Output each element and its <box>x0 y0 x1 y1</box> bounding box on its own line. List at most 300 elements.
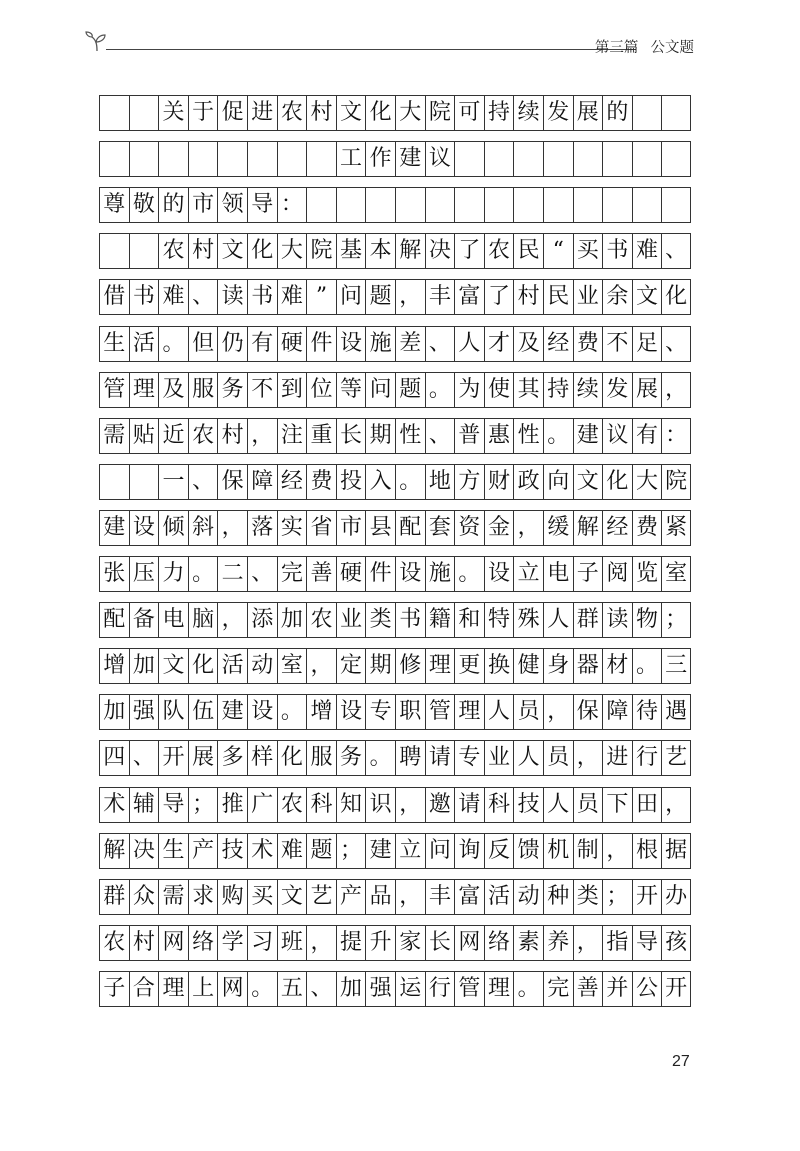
grid-row <box>99 464 691 500</box>
grid-cell: 辅 <box>129 787 159 823</box>
grid-cell: 学 <box>217 925 247 961</box>
grid-cell: ， <box>573 740 603 776</box>
grid-cell: 遇 <box>661 694 691 730</box>
grid-cell: 品 <box>365 879 395 915</box>
grid-cell: 产 <box>336 879 366 915</box>
grid-cell: 建 <box>395 141 425 177</box>
grid-cell: 农 <box>277 95 307 131</box>
grid-cell: 加 <box>336 971 366 1007</box>
grid-cell <box>306 141 336 177</box>
grid-cell: 展 <box>573 95 603 131</box>
grid-row <box>99 418 691 454</box>
grid-cell: 大 <box>277 233 307 269</box>
grid-cell: 化 <box>247 233 277 269</box>
grid-row <box>99 141 691 177</box>
grid-cell: 议 <box>602 418 632 454</box>
grid-cell: 性 <box>513 418 543 454</box>
chapter-label: 公文题 <box>650 40 694 56</box>
grid-cell <box>129 141 159 177</box>
grid-cell: 馈 <box>513 833 543 869</box>
grid-cell: 紧 <box>661 510 691 546</box>
grid-cell: 的 <box>158 187 188 223</box>
grid-cell: 立 <box>395 833 425 869</box>
grid-cell: 长 <box>336 418 366 454</box>
grid-cell: 网 <box>217 971 247 1007</box>
grid-cell: 村 <box>129 925 159 961</box>
grid-cell: 贴 <box>129 418 159 454</box>
grid-cell: 待 <box>632 694 662 730</box>
grid-cell: 公 <box>632 971 662 1007</box>
grid-cell: 人 <box>543 602 573 638</box>
grid-cell: 缓 <box>543 510 573 546</box>
grid-cell: 注 <box>277 418 307 454</box>
grid-cell: 业 <box>336 602 366 638</box>
grid-cell: 提 <box>336 925 366 961</box>
grid-cell <box>543 141 573 177</box>
grid-cell: 等 <box>336 372 366 408</box>
grid-cell: 材 <box>602 648 632 684</box>
grid-cell: 产 <box>188 833 218 869</box>
grid-cell: 求 <box>188 879 218 915</box>
page-number: 27 <box>672 1053 690 1070</box>
grid-cell <box>543 187 573 223</box>
grid-cell: 理 <box>425 648 455 684</box>
grid-cell: ； <box>661 602 691 638</box>
grid-row <box>99 879 691 915</box>
grid-cell: 完 <box>543 971 573 1007</box>
grid-cell: 队 <box>158 694 188 730</box>
grid-cell: 向 <box>543 464 573 500</box>
grid-cell <box>573 141 603 177</box>
grid-cell: ， <box>573 925 603 961</box>
grid-cell: 推 <box>217 787 247 823</box>
grid-cell: 建 <box>573 418 603 454</box>
grid-cell: 化 <box>602 464 632 500</box>
grid-cell: 艺 <box>306 879 336 915</box>
grid-cell: 但 <box>188 326 218 362</box>
grid-cell: 管 <box>454 971 484 1007</box>
grid-cell: 文 <box>277 879 307 915</box>
grid-cell <box>129 464 159 500</box>
grid-cell: 询 <box>454 833 484 869</box>
grid-cell: 持 <box>484 95 514 131</box>
grid-cell: 科 <box>484 787 514 823</box>
grid-cell: 位 <box>306 372 336 408</box>
grid-cell: 。 <box>365 740 395 776</box>
grid-cell: 化 <box>188 648 218 684</box>
grid-cell: 请 <box>425 740 455 776</box>
grid-cell: 题 <box>306 833 336 869</box>
grid-cell: 期 <box>365 418 395 454</box>
grid-cell: 经 <box>277 464 307 500</box>
grid-cell: 展 <box>188 740 218 776</box>
grid-cell: 备 <box>129 602 159 638</box>
grid-cell: 不 <box>602 326 632 362</box>
grid-cell: 立 <box>513 556 543 592</box>
grid-cell: 机 <box>543 833 573 869</box>
grid-cell: 书 <box>247 279 277 315</box>
grid-cell: 金 <box>484 510 514 546</box>
grid-cell: 差 <box>395 326 425 362</box>
grid-cell: 决 <box>129 833 159 869</box>
grid-row <box>99 187 691 223</box>
grid-cell: ， <box>661 787 691 823</box>
grid-cell: 子 <box>99 971 129 1007</box>
grid-cell <box>99 141 129 177</box>
grid-cell: 群 <box>573 602 603 638</box>
grid-cell: 动 <box>513 879 543 915</box>
grid-cell: 科 <box>306 787 336 823</box>
grid-cell: 政 <box>513 464 543 500</box>
grid-row <box>99 95 691 131</box>
grid-cell: 敬 <box>129 187 159 223</box>
grid-cell: 保 <box>573 694 603 730</box>
grid-cell: 领 <box>217 187 247 223</box>
grid-cell: 了 <box>484 279 514 315</box>
grid-cell: 解 <box>395 233 425 269</box>
grid-cell: 仍 <box>217 326 247 362</box>
grid-cell: 设 <box>395 556 425 592</box>
grid-cell: 及 <box>513 326 543 362</box>
grid-cell: 力 <box>158 556 188 592</box>
grid-cell: 买 <box>573 233 603 269</box>
grid-cell <box>129 95 159 131</box>
grid-row <box>99 694 691 730</box>
grid-cell: 大 <box>395 95 425 131</box>
grid-cell: 活 <box>217 648 247 684</box>
grid-cell: 业 <box>573 279 603 315</box>
grid-cell: 二 <box>217 556 247 592</box>
grid-cell: 理 <box>158 971 188 1007</box>
grid-cell: ， <box>247 418 277 454</box>
grid-cell: 殊 <box>513 602 543 638</box>
grid-row <box>99 787 691 823</box>
grid-cell: 难 <box>158 279 188 315</box>
grid-cell: 技 <box>217 833 247 869</box>
grid-cell: 化 <box>277 740 307 776</box>
grid-cell: 余 <box>602 279 632 315</box>
grid-cell: 件 <box>365 556 395 592</box>
grid-cell <box>602 187 632 223</box>
grid-row <box>99 648 691 684</box>
grid-cell: 子 <box>573 556 603 592</box>
grid-cell: 市 <box>336 510 366 546</box>
grid-cell: 书 <box>395 602 425 638</box>
grid-cell: 村 <box>217 418 247 454</box>
grid-cell: 化 <box>365 95 395 131</box>
grid-cell: ， <box>513 510 543 546</box>
grid-row <box>99 925 691 961</box>
grid-cell: 、 <box>188 464 218 500</box>
grid-cell: 障 <box>602 694 632 730</box>
grid-cell: 业 <box>484 740 514 776</box>
grid-cell: 财 <box>484 464 514 500</box>
grid-cell: 、 <box>425 418 455 454</box>
grid-cell: 增 <box>306 694 336 730</box>
grid-cell: 持 <box>543 372 573 408</box>
grid-cell: ， <box>217 602 247 638</box>
grid-cell: 压 <box>129 556 159 592</box>
grid-cell: 络 <box>484 925 514 961</box>
grid-cell: 富 <box>454 879 484 915</box>
grid-cell: 开 <box>661 971 691 1007</box>
grid-cell: 入 <box>365 464 395 500</box>
grid-cell: 。 <box>543 418 573 454</box>
grid-cell: 运 <box>395 971 425 1007</box>
grid-cell: 。 <box>188 556 218 592</box>
grid-cell <box>661 141 691 177</box>
grid-cell: ； <box>336 833 366 869</box>
grid-cell: 普 <box>454 418 484 454</box>
grid-cell: 。 <box>395 464 425 500</box>
grid-cell: 足 <box>632 326 662 362</box>
grid-cell: 丰 <box>425 279 455 315</box>
grid-cell: 孩 <box>661 925 691 961</box>
grid-cell: 请 <box>454 787 484 823</box>
grid-cell: 管 <box>425 694 455 730</box>
grid-cell: 性 <box>395 418 425 454</box>
grid-cell: 关 <box>158 95 188 131</box>
grid-cell: 丰 <box>425 879 455 915</box>
grid-cell: 导 <box>632 925 662 961</box>
grid-cell: 理 <box>484 971 514 1007</box>
grid-cell: 下 <box>602 787 632 823</box>
grid-cell: 进 <box>602 740 632 776</box>
grid-cell: 施 <box>425 556 455 592</box>
grid-cell: 室 <box>661 556 691 592</box>
grid-cell: 职 <box>395 694 425 730</box>
grid-cell: ： <box>277 187 307 223</box>
grid-cell: 设 <box>247 694 277 730</box>
grid-cell: 难 <box>277 833 307 869</box>
grid-cell: ； <box>602 879 632 915</box>
grid-cell: 省 <box>306 510 336 546</box>
grid-cell: ， <box>543 694 573 730</box>
grid-cell: 特 <box>484 602 514 638</box>
grid-cell: 加 <box>99 694 129 730</box>
grid-cell: 电 <box>158 602 188 638</box>
grid-cell: 农 <box>188 418 218 454</box>
grid-cell: 需 <box>99 418 129 454</box>
grid-cell <box>188 141 218 177</box>
grid-cell: 硬 <box>277 326 307 362</box>
grid-cell: 活 <box>484 879 514 915</box>
grid-cell: 开 <box>632 879 662 915</box>
grid-cell: 问 <box>365 372 395 408</box>
grid-cell: 务 <box>217 372 247 408</box>
grid-cell: 购 <box>217 879 247 915</box>
grid-cell: 倾 <box>158 510 188 546</box>
grid-cell: 本 <box>365 233 395 269</box>
grid-cell: 升 <box>365 925 395 961</box>
grid-cell: 件 <box>306 326 336 362</box>
grid-cell: 近 <box>158 418 188 454</box>
grid-row <box>99 556 691 592</box>
grid-row <box>99 510 691 546</box>
grid-cell: 伍 <box>188 694 218 730</box>
grid-cell: 习 <box>247 925 277 961</box>
grid-cell: 服 <box>188 372 218 408</box>
grid-cell: 据 <box>661 833 691 869</box>
grid-cell: 、 <box>247 556 277 592</box>
grid-cell: 村 <box>513 279 543 315</box>
grid-cell: 落 <box>247 510 277 546</box>
grid-cell: 络 <box>188 925 218 961</box>
grid-cell: 有 <box>247 326 277 362</box>
grid-cell: 管 <box>99 372 129 408</box>
grid-cell: 作 <box>365 141 395 177</box>
grid-cell: 。 <box>277 694 307 730</box>
grid-cell <box>602 141 632 177</box>
grid-cell: 制 <box>573 833 603 869</box>
grid-cell: 发 <box>602 372 632 408</box>
grid-cell: 院 <box>425 95 455 131</box>
grid-cell: 斜 <box>188 510 218 546</box>
grid-cell: 定 <box>336 648 366 684</box>
grid-row <box>99 971 691 1007</box>
grid-cell: 的 <box>602 95 632 131</box>
grid-cell: 了 <box>454 233 484 269</box>
grid-cell: 院 <box>661 464 691 500</box>
grid-row <box>99 279 691 315</box>
grid-cell: 聘 <box>395 740 425 776</box>
grid-cell: 施 <box>365 326 395 362</box>
grid-cell: 建 <box>99 510 129 546</box>
grid-cell: 问 <box>336 279 366 315</box>
grid-cell: ， <box>306 648 336 684</box>
grid-cell: 器 <box>573 648 603 684</box>
grid-cell: 、 <box>425 326 455 362</box>
grid-cell: 家 <box>395 925 425 961</box>
grid-cell: 添 <box>247 602 277 638</box>
grid-cell: 惠 <box>484 418 514 454</box>
grid-row <box>99 740 691 776</box>
grid-cell: 文 <box>632 279 662 315</box>
grid-cell: 保 <box>217 464 247 500</box>
grid-cell: 展 <box>632 372 662 408</box>
grid-cell: 人 <box>454 326 484 362</box>
grid-cell <box>425 187 455 223</box>
grid-cell: 生 <box>158 833 188 869</box>
grid-cell: 换 <box>484 648 514 684</box>
grid-cell: 化 <box>661 279 691 315</box>
grid-cell: 工 <box>336 141 366 177</box>
grid-cell: 服 <box>306 740 336 776</box>
grid-cell: 农 <box>99 925 129 961</box>
grid-cell: 加 <box>129 648 159 684</box>
grid-cell: 文 <box>217 233 247 269</box>
grid-cell <box>158 141 188 177</box>
grid-cell: 合 <box>129 971 159 1007</box>
grid-cell: 阅 <box>602 556 632 592</box>
grid-cell: 文 <box>158 648 188 684</box>
grid-cell: 进 <box>247 95 277 131</box>
grid-cell: 类 <box>365 602 395 638</box>
grid-cell: 四 <box>99 740 129 776</box>
grid-cell: 期 <box>365 648 395 684</box>
grid-cell: 识 <box>365 787 395 823</box>
grid-cell: 题 <box>365 279 395 315</box>
grid-cell: 行 <box>425 971 455 1007</box>
grid-cell <box>632 187 662 223</box>
grid-cell: 三 <box>661 648 691 684</box>
grid-cell: 买 <box>247 879 277 915</box>
grid-cell: ， <box>395 879 425 915</box>
grid-cell: 资 <box>454 510 484 546</box>
grid-cell: 网 <box>158 925 188 961</box>
grid-cell: 文 <box>336 95 366 131</box>
grid-cell: 专 <box>365 694 395 730</box>
grid-cell: 实 <box>277 510 307 546</box>
grid-cell <box>99 233 129 269</box>
grid-cell: 强 <box>129 694 159 730</box>
grid-cell: 养 <box>543 925 573 961</box>
grid-cell: 开 <box>158 740 188 776</box>
grid-cell: 设 <box>129 510 159 546</box>
grid-cell: 。 <box>247 971 277 1007</box>
grid-cell: 投 <box>336 464 366 500</box>
grid-cell: ： <box>661 418 691 454</box>
manuscript-grid <box>99 0 691 1151</box>
grid-cell: 身 <box>543 648 573 684</box>
grid-cell: 一 <box>158 464 188 500</box>
grid-cell: 完 <box>277 556 307 592</box>
grid-row <box>99 602 691 638</box>
grid-cell: 农 <box>158 233 188 269</box>
grid-cell: 题 <box>395 372 425 408</box>
grid-cell: 员 <box>573 787 603 823</box>
grid-cell: 务 <box>336 740 366 776</box>
grid-cell: 尊 <box>99 187 129 223</box>
grid-cell: 览 <box>632 556 662 592</box>
grid-cell: 费 <box>632 510 662 546</box>
grid-cell: ， <box>395 279 425 315</box>
grid-cell: 修 <box>395 648 425 684</box>
grid-cell: 物 <box>632 602 662 638</box>
grid-cell: 发 <box>543 95 573 131</box>
grid-cell: 强 <box>365 971 395 1007</box>
grid-cell: 员 <box>543 740 573 776</box>
grid-cell: 张 <box>99 556 129 592</box>
grid-cell <box>484 141 514 177</box>
grid-cell <box>513 141 543 177</box>
grid-cell: 决 <box>425 233 455 269</box>
grid-cell <box>454 141 484 177</box>
grid-cell: 知 <box>336 787 366 823</box>
grid-cell: 方 <box>454 464 484 500</box>
grid-cell: 指 <box>602 925 632 961</box>
grid-cell: 续 <box>573 372 603 408</box>
grid-cell: 更 <box>454 648 484 684</box>
grid-cell <box>484 187 514 223</box>
grid-cell: 费 <box>573 326 603 362</box>
grid-cell: 读 <box>602 602 632 638</box>
grid-cell: 上 <box>188 971 218 1007</box>
grid-cell: ， <box>306 925 336 961</box>
grid-cell: 院 <box>306 233 336 269</box>
grid-cell: 设 <box>336 326 366 362</box>
grid-cell: 众 <box>129 879 159 915</box>
grid-cell: 专 <box>454 740 484 776</box>
grid-cell: 建 <box>217 694 247 730</box>
grid-cell: 书 <box>602 233 632 269</box>
grid-cell: 员 <box>513 694 543 730</box>
grid-cell: 技 <box>513 787 543 823</box>
grid-cell: 。 <box>513 971 543 1007</box>
grid-cell: ， <box>602 833 632 869</box>
grid-cell: 脑 <box>188 602 218 638</box>
grid-cell: ” <box>306 279 336 315</box>
